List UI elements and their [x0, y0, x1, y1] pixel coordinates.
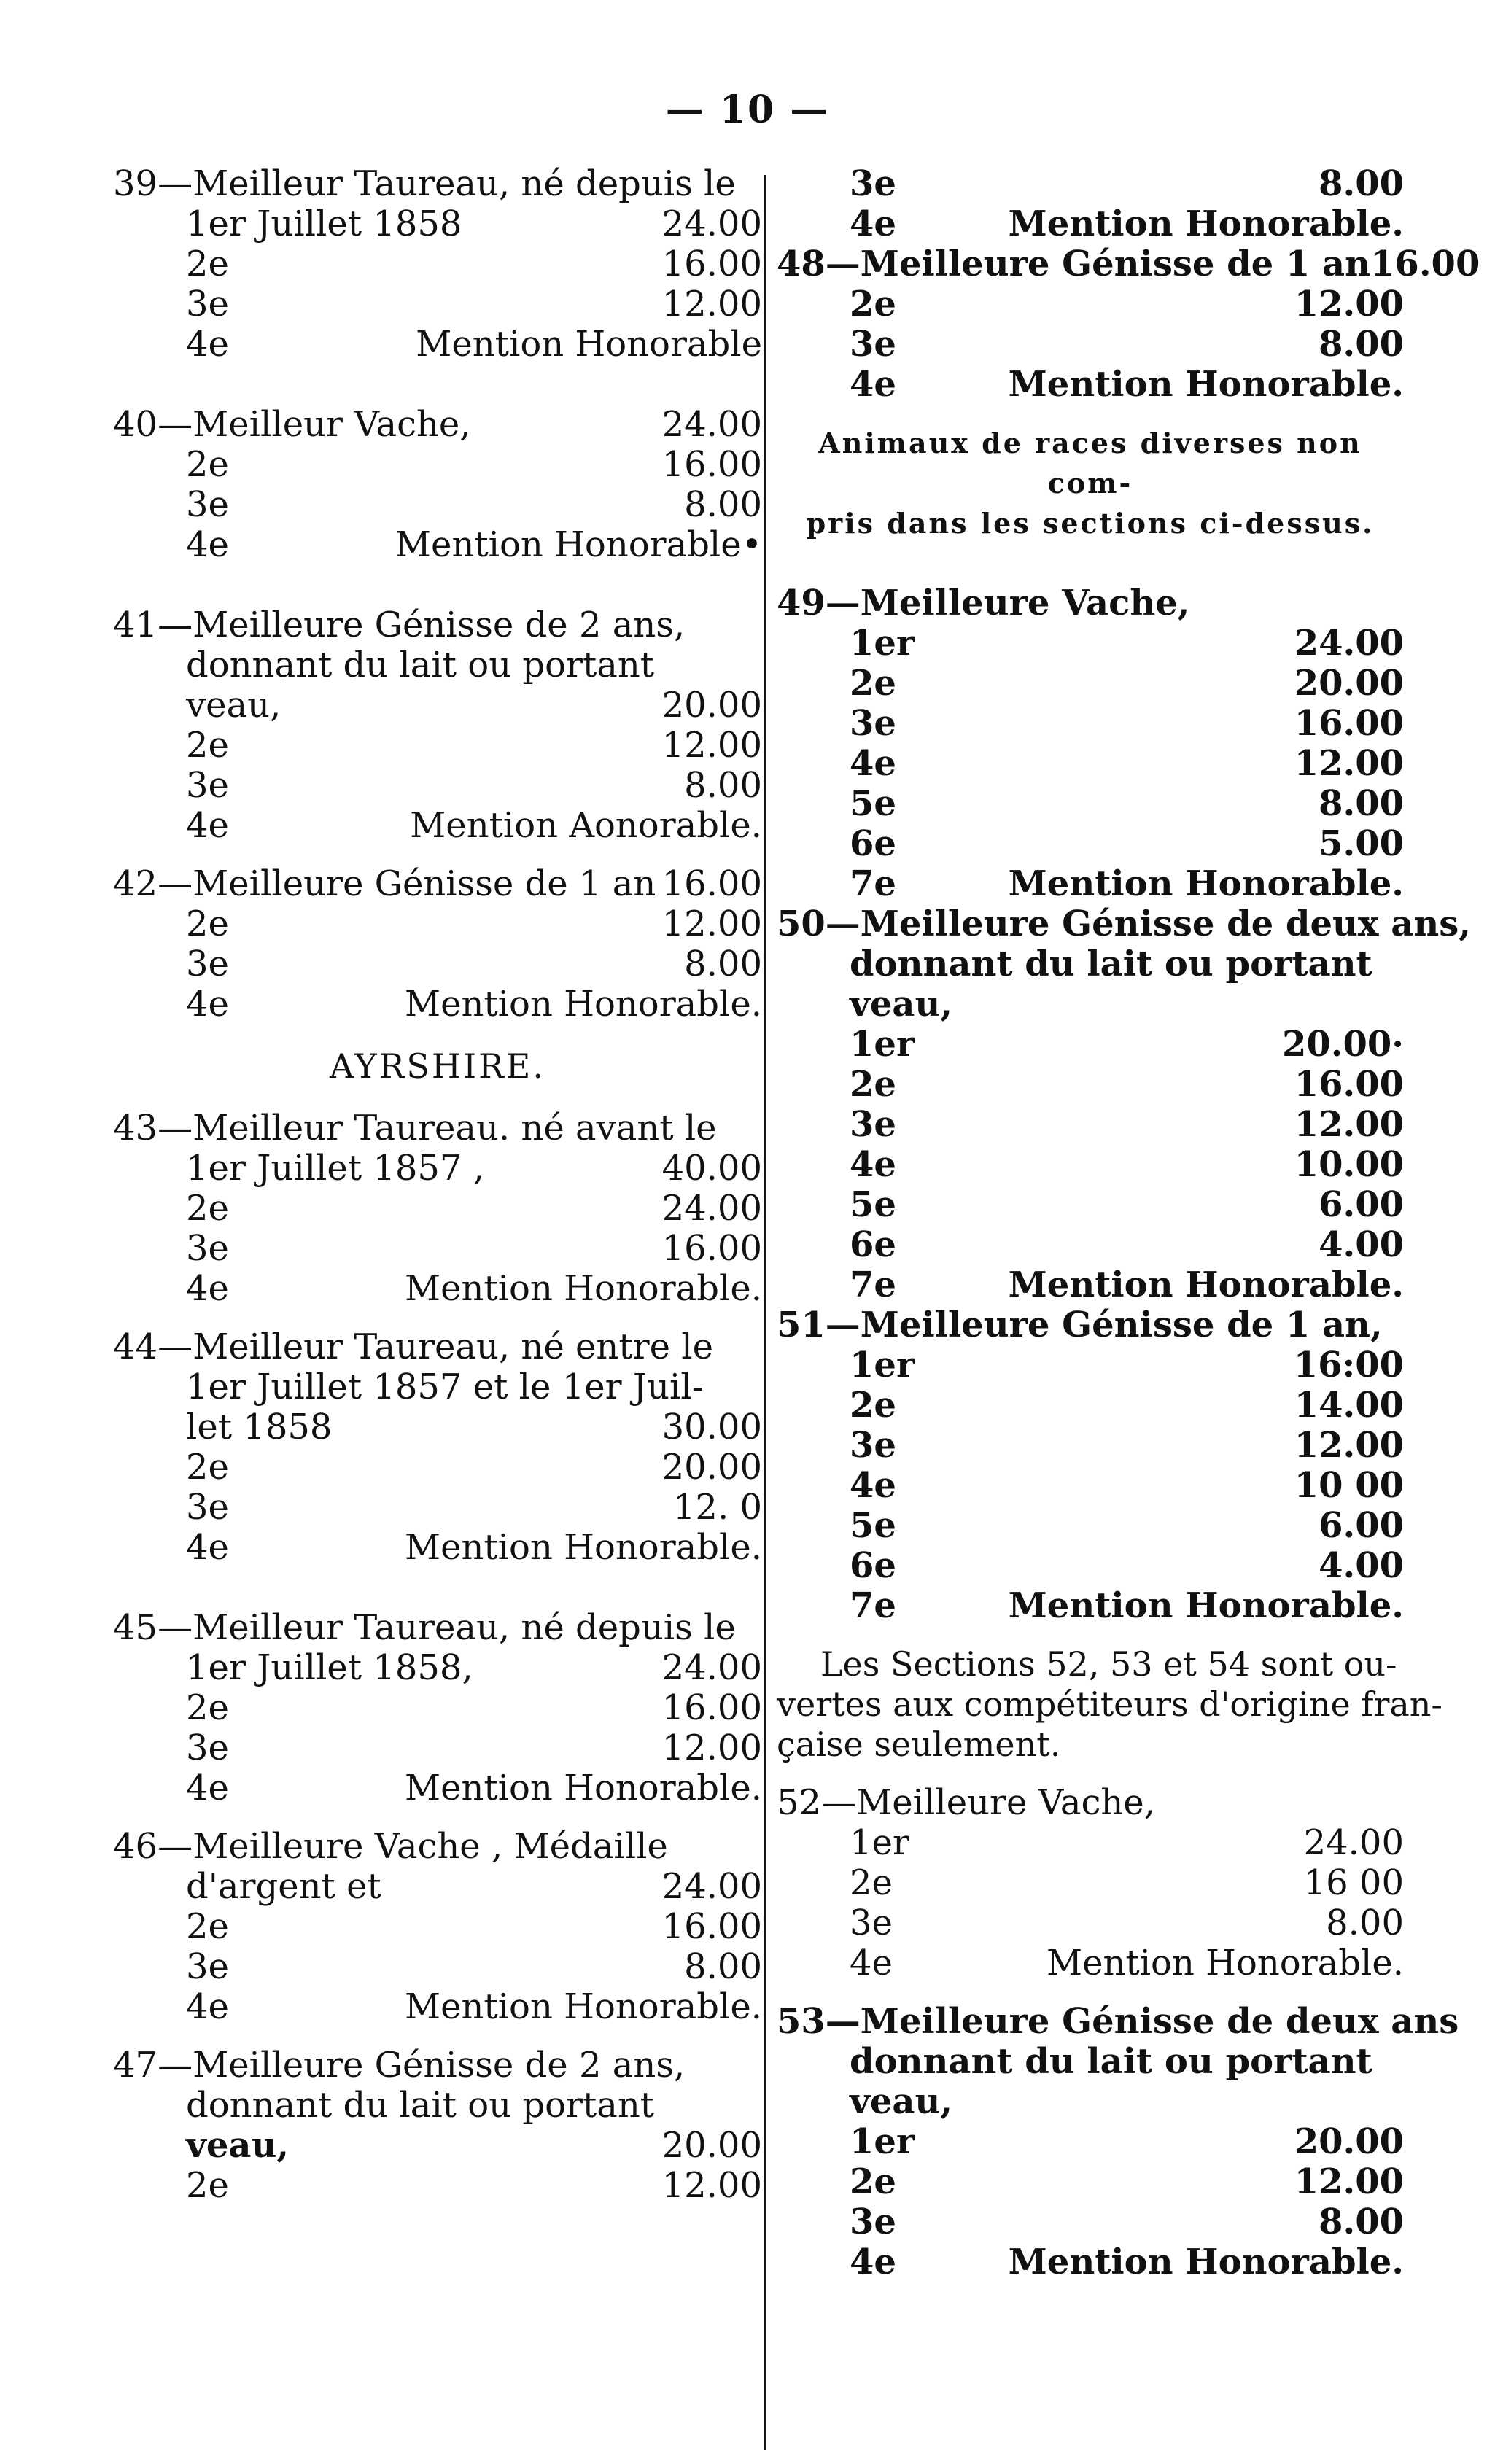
prize-value: 16.00 [661, 863, 762, 904]
prize-value: Mention Honorable [416, 324, 762, 365]
prize-rank: 4e [850, 1465, 896, 1506]
prize-rank: 7e [850, 1585, 896, 1626]
prize-rank: 4e [186, 324, 229, 365]
prize-row [777, 324, 1404, 365]
prize-row [113, 2166, 762, 2206]
caption-line: pris dans les sections ci-dessus. [806, 507, 1375, 540]
prize-row [113, 1947, 762, 1987]
prize-row [113, 984, 762, 1025]
prize-row [113, 904, 762, 944]
section-50-title-cont: donnant du lait ou portant [850, 944, 1372, 984]
prize-row [777, 1943, 1404, 1983]
prize-value: 16.00 [1294, 1064, 1404, 1105]
prize-value: 6.00 [1319, 1505, 1404, 1546]
prize-row [777, 1065, 1404, 1105]
prize-value: 16:00 [1293, 1345, 1404, 1385]
prize-row [777, 244, 1480, 284]
section-51-title: 51—Meilleure Génisse de 1 an, [777, 1305, 1383, 1345]
prize-row [777, 284, 1404, 324]
prize-value: 12.00 [1294, 1425, 1404, 1466]
prize-rank: 2e [850, 1862, 893, 1903]
prize-rank: 5e [850, 783, 896, 824]
prize-row [777, 1546, 1404, 1586]
prize-row [113, 525, 762, 565]
prize-value: 20.00 [1294, 2121, 1404, 2162]
section-46-title: 46—Meilleure Vache , Médaille [113, 1826, 668, 1867]
section-50-title: 50—Meilleure Génisse de deux ans, [777, 903, 1471, 944]
prize-row [113, 944, 762, 984]
prize-value: 12.00 [661, 725, 762, 766]
prize-value: 24.00 [1303, 1822, 1404, 1863]
prize-row [777, 864, 1404, 904]
prize-row [113, 2126, 762, 2166]
section-40-title: 40—Meilleur Vache, [113, 404, 471, 445]
section-47-title: 47—Meilleure Génisse de 2 ans, [113, 2045, 686, 2086]
prize-rank: 4e [186, 1268, 229, 1309]
prize-row [113, 685, 762, 726]
prize-value: 10.00 [1294, 1144, 1404, 1185]
prize-row [777, 1466, 1404, 1506]
section-43-date: 1er Juillet 1857 , [186, 1148, 484, 1189]
prize-rank: 2e [186, 2165, 229, 2206]
prize-rank: 7e [850, 863, 896, 904]
prize-row [113, 1407, 762, 1447]
prize-row [777, 664, 1404, 704]
prize-row [777, 1265, 1404, 1305]
prize-row [777, 1225, 1404, 1265]
prize-value: 16 00 [1303, 1862, 1404, 1903]
prize-row [777, 2202, 1404, 2242]
section-39-title: 39—Meilleur Taureau, né depuis le [113, 163, 736, 204]
section-44-title: 44—Meilleur Taureau, né entre le [113, 1326, 713, 1367]
prize-value: 24.00 [661, 1188, 762, 1229]
section-48 [777, 244, 1480, 405]
note-line: Les Sections 52, 53 et 54 sont ou- [820, 1644, 1397, 1684]
left-column [113, 164, 762, 2206]
prize-rank: 1er [850, 623, 915, 664]
prize-rank: 2e [850, 1064, 896, 1105]
section-50 [777, 903, 1471, 1305]
prize-value: 8.00 [1319, 163, 1404, 204]
prize-row [777, 1863, 1404, 1903]
section-40 [113, 405, 762, 565]
prize-value: 12.00 [1294, 284, 1404, 324]
prize-value: 10 00 [1294, 1465, 1404, 1506]
section-42 [113, 864, 762, 1025]
prize-rank: 2e [186, 1687, 229, 1728]
section-51 [777, 1305, 1404, 1626]
prize-rank: 3e [850, 703, 896, 744]
prize-rank: 3e [850, 1425, 896, 1466]
prize-row [777, 2242, 1404, 2282]
prize-rank: 6e [850, 823, 896, 864]
column-divider [764, 175, 766, 2450]
prize-rank: 2e [186, 725, 229, 766]
prize-row [777, 623, 1404, 664]
prize-rank: 3e [186, 1946, 229, 1987]
prize-row [777, 1506, 1404, 1546]
prize-row [113, 726, 762, 766]
prize-value: Mention Honorable. [404, 1986, 762, 2027]
section-46 [113, 1827, 762, 2027]
section-49-title: 49—Meilleure Vache, [777, 583, 1190, 623]
section-39-date: 1er Juillet 1858 [186, 203, 462, 244]
prize-row [113, 1189, 762, 1229]
prize-value: Mention Honorable. [1008, 203, 1404, 244]
section-53-title-end: veau, [850, 2081, 953, 2122]
prize-value: Mention Honorable. [1008, 863, 1404, 904]
prize-rank: 3e [186, 765, 229, 806]
prize-value: 12.00 [661, 1727, 762, 1768]
prize-rank: 4e [850, 364, 896, 405]
note-line: vertes aux compétiteurs d'origine fran- [777, 1684, 1442, 1724]
prize-row [777, 1105, 1404, 1145]
section-42-title: 42—Meilleure Génisse de 1 an [113, 863, 656, 904]
prize-rank: 4e [186, 1986, 229, 2027]
prize-value: Mention Honorable. [1008, 1585, 1404, 1626]
prize-rank: 2e [186, 1906, 229, 1947]
prize-row [113, 1488, 762, 1528]
prize-rank: 2e [850, 284, 896, 324]
section-47 [113, 2045, 762, 2206]
prize-row [777, 1586, 1404, 1626]
prize-value: Mention Honorable. [1008, 364, 1404, 405]
section-45-date: 1er Juillet 1858, [186, 1647, 473, 1688]
prize-rank: 3e [186, 484, 229, 525]
prize-row [777, 824, 1404, 864]
prize-row [777, 1145, 1404, 1185]
section-53 [777, 2001, 1459, 2282]
section-44 [113, 1327, 762, 1568]
prize-row [113, 1269, 762, 1309]
prize-value: 16.00 [661, 1906, 762, 1947]
right-column [777, 163, 1480, 2282]
prize-value: 24.00 [661, 1647, 762, 1688]
prize-value: 6.00 [1319, 1184, 1404, 1225]
prize-value: 40.00 [661, 1148, 762, 1189]
prize-rank: 2e [186, 903, 229, 944]
prize-rank: 4e [850, 1943, 893, 1983]
prize-value: 16.00 [1370, 244, 1480, 284]
section-43 [113, 1108, 762, 1309]
page-number: — 10 — [665, 88, 830, 132]
prize-value: 12.00 [661, 903, 762, 944]
prize-row [113, 1987, 762, 2027]
section-52 [777, 1783, 1404, 1983]
prize-rank: 2e [850, 2161, 896, 2202]
prize-row [777, 2162, 1404, 2202]
prize-value: 24.00 [1294, 623, 1404, 664]
prize-rank: 4e [186, 805, 229, 846]
prize-value: 12.00 [1294, 2161, 1404, 2202]
prize-rank: 3e [850, 1104, 896, 1145]
prize-row [113, 1728, 762, 1768]
prize-value: 20.00· [1281, 1024, 1404, 1065]
prize-value: 16.00 [661, 1228, 762, 1269]
prize-rank: 4e [186, 1527, 229, 1568]
section-47-title-end: veau, [186, 2125, 290, 2166]
section-41 [113, 605, 762, 846]
prize-row [113, 1867, 762, 1907]
prize-row [113, 1907, 762, 1947]
prize-row [777, 1185, 1404, 1225]
prize-value: 8.00 [684, 484, 762, 525]
prize-row [777, 744, 1404, 784]
section-43-title: 43—Meilleur Taureau. né avant le [113, 1108, 717, 1149]
prize-value: 16.00 [661, 1687, 762, 1728]
prize-row [113, 864, 762, 904]
prize-row [777, 704, 1404, 744]
prize-value: Mention Honorable. [1046, 1943, 1404, 1983]
prize-value: 8.00 [684, 765, 762, 806]
prize-rank: 6e [850, 1224, 896, 1265]
section-39 [113, 164, 762, 365]
prize-rank: 5e [850, 1505, 896, 1546]
prize-rank: 3e [186, 944, 229, 984]
prize-row [777, 1903, 1404, 1943]
prize-row [777, 365, 1404, 405]
prize-value: 8.00 [1319, 2201, 1404, 2242]
prize-rank: 5e [850, 1184, 896, 1225]
section-52-title: 52—Meilleure Vache, [777, 1782, 1155, 1823]
caption-line: Animaux de races diverses non com- [818, 427, 1362, 500]
prize-value: Mention Honorable. [404, 1768, 762, 1808]
prize-value: 24.00 [661, 404, 762, 445]
section-caption [777, 423, 1404, 543]
prize-value: 20.00 [1294, 663, 1404, 704]
prize-value: Mention Honorable. [404, 1268, 762, 1309]
prize-value: 12.00 [661, 2165, 762, 2206]
prize-rank: 4e [850, 2242, 896, 2282]
prize-rank: 4e [186, 984, 229, 1025]
prize-value: 8.00 [684, 944, 762, 984]
prize-value: Mention Honorable. [404, 1527, 762, 1568]
section-47-title-cont: donnant du lait ou portant [186, 2085, 655, 2126]
prize-value: Mention Honorable. [1008, 1264, 1404, 1305]
prize-value: 12.00 [661, 284, 762, 324]
prize-value: 4.00 [1319, 1224, 1404, 1265]
prize-row [113, 1528, 762, 1568]
prize-rank: 3e [850, 2201, 896, 2242]
prize-rank: 1er [850, 2121, 915, 2162]
prize-value: 4.00 [1319, 1545, 1404, 1586]
prize-value: Mention Aonorable. [410, 805, 762, 846]
prize-rank: 2e [850, 663, 896, 704]
prize-value: 30.00 [661, 1407, 762, 1447]
prize-row [113, 766, 762, 806]
prize-rank: 2e [186, 444, 229, 485]
prize-row [113, 1688, 762, 1728]
prize-row [113, 284, 762, 324]
prize-row [113, 405, 762, 445]
prize-value: 8.00 [1319, 324, 1404, 365]
prize-row [777, 1345, 1404, 1385]
prize-value: 12. 0 [672, 1487, 762, 1528]
origin-note [777, 1644, 1442, 1765]
prize-row [777, 1385, 1404, 1426]
section-46-title-end: d'argent et [186, 1866, 381, 1907]
prize-rank: 4e [850, 1144, 896, 1185]
prize-rank: 3e [186, 1228, 229, 1269]
prize-row [777, 1025, 1404, 1065]
section-49 [777, 583, 1404, 904]
prize-rank: 3e [186, 1487, 229, 1528]
prize-row [113, 244, 762, 284]
section-45-title: 45—Meilleur Taureau, né depuis le [113, 1607, 736, 1648]
prize-row [777, 204, 1404, 244]
prize-value: 24.00 [661, 203, 762, 244]
prize-row [113, 445, 762, 485]
prize-value: 8.00 [1326, 1903, 1404, 1943]
prize-rank: 1er [850, 1345, 915, 1385]
prize-rank: 4e [850, 743, 896, 784]
section-41-title-end: veau, [186, 685, 281, 726]
prize-row [113, 1648, 762, 1688]
prize-rank: 3e [186, 284, 229, 324]
prize-rank: 3e [850, 1903, 893, 1943]
prize-row [777, 1823, 1404, 1863]
prize-rank: 3e [850, 324, 896, 365]
prize-rank: 1er [850, 1024, 915, 1065]
prize-row [777, 784, 1404, 824]
prize-value: 20.00 [661, 685, 762, 726]
prize-row [777, 1426, 1404, 1466]
prize-value: 16.00 [1294, 703, 1404, 744]
prize-value: 24.00 [661, 1866, 762, 1907]
prize-value: 20.00 [661, 2125, 762, 2166]
prize-row [113, 1149, 762, 1189]
note-line: çaise seulement. [777, 1725, 1061, 1764]
prize-row [113, 324, 762, 365]
prize-rank: 1er [850, 1822, 909, 1863]
prize-row [113, 485, 762, 525]
prize-rank: 7e [850, 1264, 896, 1305]
prize-rank: 2e [186, 1188, 229, 1229]
prize-row [113, 1447, 762, 1488]
prize-row [777, 2122, 1404, 2162]
prize-value: Mention Honorable• [395, 524, 762, 565]
prize-rank: 2e [850, 1385, 896, 1426]
prize-value: 20.00 [661, 1447, 762, 1488]
prize-value: 16.00 [661, 244, 762, 284]
prize-value: 8.00 [684, 1946, 762, 1987]
prize-value: Mention Honorable. [404, 984, 762, 1025]
section-53-title: 53—Meilleure Génisse de deux ans [777, 2001, 1459, 2042]
prize-rank: 3e [186, 1727, 229, 1768]
ayrshire-heading: AYRSHIRE. [330, 1046, 545, 1086]
section-53-title-cont: donnant du lait ou portant [850, 2041, 1372, 2082]
prize-value: 8.00 [1319, 783, 1404, 824]
prize-rank: 6e [850, 1545, 896, 1586]
prize-value: 5.00 [1319, 823, 1404, 864]
section-50-title-end: veau, [850, 984, 953, 1025]
prize-value: 16.00 [661, 444, 762, 485]
prize-rank: 4e [850, 203, 896, 244]
prize-rank: 2e [186, 244, 229, 284]
prize-row [113, 806, 762, 846]
prize-row [113, 204, 762, 244]
section-44-title-end: let 1858 [186, 1407, 333, 1447]
prize-rank: 2e [186, 1447, 229, 1488]
prize-row [777, 164, 1404, 204]
section-41-title: 41—Meilleure Génisse de 2 ans, [113, 605, 686, 645]
section-41-title-cont: donnant du lait ou portant [186, 645, 655, 685]
prize-value: 12.00 [1294, 743, 1404, 784]
section-48-title: 48—Meilleure Génisse de 1 an [777, 244, 1371, 284]
prize-row [113, 1229, 762, 1269]
prize-rank: 4e [186, 524, 229, 565]
prize-value: 12.00 [1294, 1104, 1404, 1145]
prize-value: Mention Honorable. [1008, 2242, 1404, 2282]
prize-rank: 3e [850, 163, 896, 204]
prize-row [113, 1768, 762, 1808]
section-45 [113, 1608, 762, 1808]
section-44-title-cont: 1er Juillet 1857 et le 1er Juil- [186, 1367, 704, 1407]
prize-rank: 4e [186, 1768, 229, 1808]
prize-value: 14.00 [1294, 1385, 1404, 1426]
